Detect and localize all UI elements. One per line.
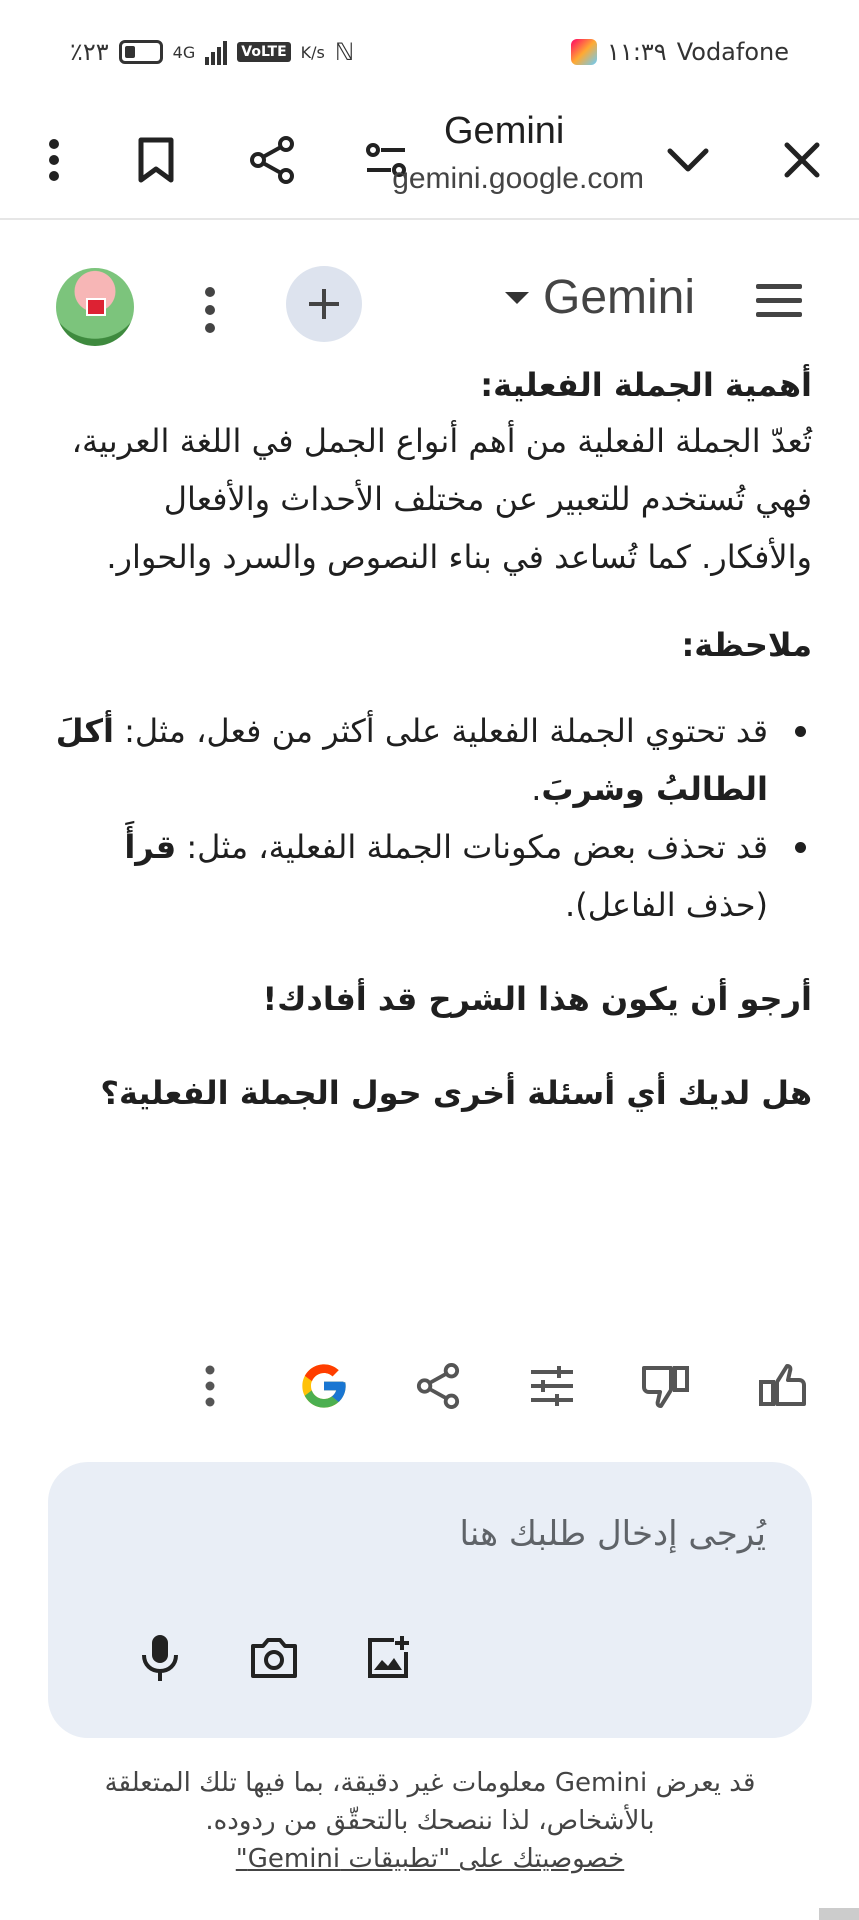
more-vert-icon[interactable] bbox=[182, 1358, 238, 1414]
model-switcher[interactable] bbox=[505, 270, 695, 325]
share-icon[interactable] bbox=[410, 1358, 466, 1414]
bullet-tail: (حذف الفاعل). bbox=[565, 886, 768, 924]
nfc-icon: ℕ bbox=[334, 38, 355, 66]
heading-importance: أهمية الجملة الفعلية: bbox=[480, 366, 812, 404]
bullet-example: قرأَ bbox=[124, 828, 177, 866]
gemini-header bbox=[0, 240, 859, 370]
plus-icon bbox=[306, 286, 342, 322]
bookmark-icon[interactable] bbox=[126, 130, 186, 190]
more-vert-icon[interactable] bbox=[190, 280, 230, 340]
menu-icon[interactable] bbox=[756, 284, 802, 324]
page-title: Gemini bbox=[444, 110, 565, 152]
chevron-down-icon[interactable] bbox=[658, 130, 718, 190]
google-g-icon[interactable] bbox=[296, 1358, 352, 1414]
close-icon[interactable] bbox=[772, 130, 832, 190]
status-left bbox=[70, 38, 354, 66]
bullet-text: قد تحتوي الجملة الفعلية على أكثر من فعل، مثل: bbox=[113, 712, 768, 750]
bullet-example: أكلَ الطالبُ وشربَ bbox=[55, 712, 768, 808]
mic-icon[interactable] bbox=[132, 1630, 188, 1686]
speed-unit: K/s bbox=[300, 42, 325, 62]
disclaimer bbox=[60, 1764, 800, 1878]
camera-icon[interactable] bbox=[246, 1630, 302, 1686]
add-image-icon[interactable] bbox=[360, 1630, 416, 1686]
volte-badge: VoLTE bbox=[237, 42, 290, 62]
new-chat-button[interactable] bbox=[286, 266, 362, 342]
browser-toolbar bbox=[0, 100, 859, 220]
thumbs-down-icon[interactable] bbox=[638, 1358, 694, 1414]
bullet-tail: . bbox=[531, 770, 542, 808]
brand-label: Gemini bbox=[543, 271, 696, 324]
battery-percent: ٪٢٣ bbox=[70, 38, 109, 66]
page-url[interactable]: gemini.google.com bbox=[392, 162, 644, 195]
closing-line: أرجو أن يكون هذا الشرح قد أفادك! bbox=[262, 980, 812, 1018]
carrier-name: Vodafone bbox=[676, 38, 789, 66]
status-right bbox=[571, 38, 789, 66]
status-bar bbox=[0, 0, 859, 100]
prompt-input-box[interactable] bbox=[48, 1462, 812, 1738]
clock: ١١:٣٩ bbox=[607, 38, 667, 66]
response-paragraph: تُعدّ الجملة الفعلية من أهم أنواع الجمل في اللغة العربية، فهي تُستخدم للتعبير عن مختلف الأحداث والأفعال والأفكار. كما تُساعد في بناء النصوص والسرد والحوار. bbox=[71, 422, 812, 576]
list-item bbox=[50, 818, 812, 934]
home-indicator bbox=[819, 1908, 859, 1920]
signal-icon bbox=[205, 39, 227, 65]
response-content bbox=[50, 366, 812, 1122]
avatar[interactable] bbox=[56, 268, 134, 346]
caret-down-icon bbox=[505, 292, 529, 304]
sliders-icon[interactable] bbox=[524, 1358, 580, 1414]
more-vert-icon[interactable] bbox=[24, 130, 84, 190]
response-actions bbox=[0, 1350, 859, 1420]
battery-icon bbox=[119, 40, 163, 64]
bullet-text: قد تحذف بعض مكونات الجملة الفعلية، مثل: bbox=[176, 828, 768, 866]
list-item bbox=[50, 702, 812, 818]
share-icon[interactable] bbox=[242, 130, 302, 190]
thumbs-up-icon[interactable] bbox=[754, 1358, 810, 1414]
notification-app-icon bbox=[571, 39, 597, 65]
follow-up-question: هل لديك أي أسئلة أخرى حول الجملة الفعلية؟ bbox=[100, 1074, 812, 1112]
disclaimer-text: قد يعرض Gemini معلومات غير دقيقة، بما فيها تلك المتعلقة بالأشخاص، لذا ننصحك بالتحقّق من ردوده. bbox=[104, 1768, 756, 1836]
prompt-input[interactable]: يُرجى إدخال طلبك هنا bbox=[459, 1514, 766, 1554]
network-type: 4G bbox=[172, 42, 196, 62]
note-heading: ملاحظة: bbox=[681, 626, 812, 664]
privacy-link[interactable]: خصوصيتك على "تطبيقات Gemini" bbox=[235, 1844, 625, 1874]
bullet-list bbox=[50, 702, 812, 934]
